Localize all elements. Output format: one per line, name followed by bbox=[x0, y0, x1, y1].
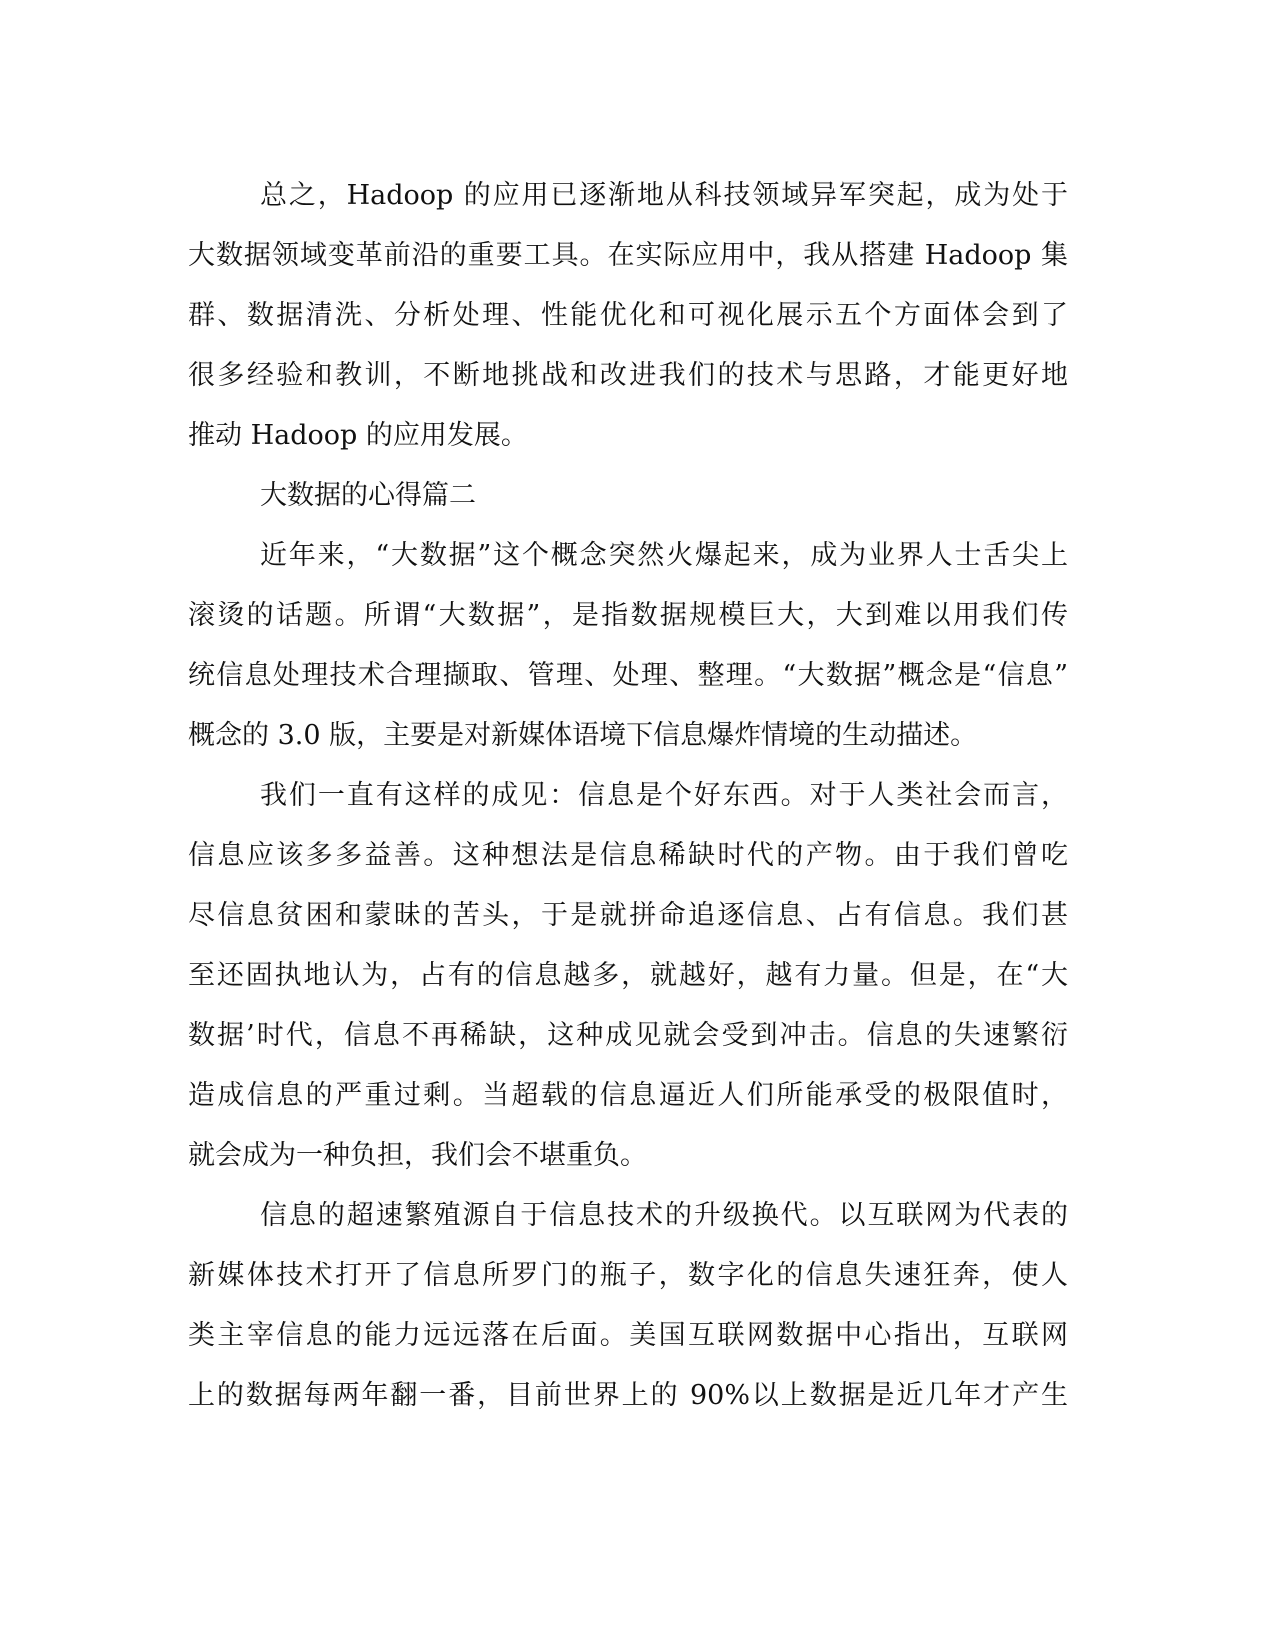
text-line: 近年来，“大数据”这个概念突然火爆起来，成为业界人士舌尖上 bbox=[260, 540, 1068, 571]
text-line: 上的数据每两年翻一番，目前世界上的 90%以上数据是近几年才产生 bbox=[188, 1380, 1068, 1411]
text-line: 滚烫的话题。所谓“大数据”，是指数据规模巨大，大到难以用我们传 bbox=[188, 600, 1068, 631]
text-line: 类主宰信息的能力远远落在后面。美国互联网数据中心指出，互联网 bbox=[188, 1320, 1068, 1351]
document-body bbox=[188, 166, 1068, 1426]
text-line: 信息应该多多益善。这种想法是信息稀缺时代的产物。由于我们曾吃 bbox=[188, 840, 1068, 871]
text-line: 我们一直有这样的成见：信息是个好东西。对于人类社会而言， bbox=[260, 780, 1068, 811]
text-line: 就会成为一种负担，我们会不堪重负。 bbox=[188, 1140, 647, 1171]
text-line: 至还固执地认为，占有的信息越多，就越好，越有力量。但是，在“大 bbox=[188, 960, 1068, 991]
text-line: 大数据的心得篇二 bbox=[260, 480, 476, 511]
text-line: 新媒体技术打开了信息所罗门的瓶子，数字化的信息失速狂奔，使人 bbox=[188, 1260, 1068, 1291]
text-line: 总之，Hadoop 的应用已逐渐地从科技领域异军突起，成为处于 bbox=[260, 180, 1068, 211]
text-line: 推动 Hadoop 的应用发展。 bbox=[188, 420, 528, 451]
text-line: 造成信息的严重过剩。当超载的信息逼近人们所能承受的极限值时， bbox=[188, 1080, 1068, 1111]
text-line: 尽信息贫困和蒙昧的苦头，于是就拼命追逐信息、占有信息。我们甚 bbox=[188, 900, 1068, 931]
text-line: 统信息处理技术合理撷取、管理、处理、整理。“大数据”概念是“信息” bbox=[188, 660, 1068, 691]
text-line: 数据’时代，信息不再稀缺，这种成见就会受到冲击。信息的失速繁衍 bbox=[188, 1020, 1068, 1051]
text-line: 群、数据清洗、分析处理、性能优化和可视化展示五个方面体会到了 bbox=[188, 300, 1068, 331]
text-line: 信息的超速繁殖源自于信息技术的升级换代。以互联网为代表的 bbox=[260, 1200, 1068, 1231]
text-line: 很多经验和教训，不断地挑战和改进我们的技术与思路，才能更好地 bbox=[188, 360, 1068, 391]
text-line: 概念的 3.0 版，主要是对新媒体语境下信息爆炸情境的生动描述。 bbox=[188, 720, 978, 751]
text-line: 大数据领域变革前沿的重要工具。在实际应用中，我从搭建 Hadoop 集 bbox=[188, 240, 1068, 271]
